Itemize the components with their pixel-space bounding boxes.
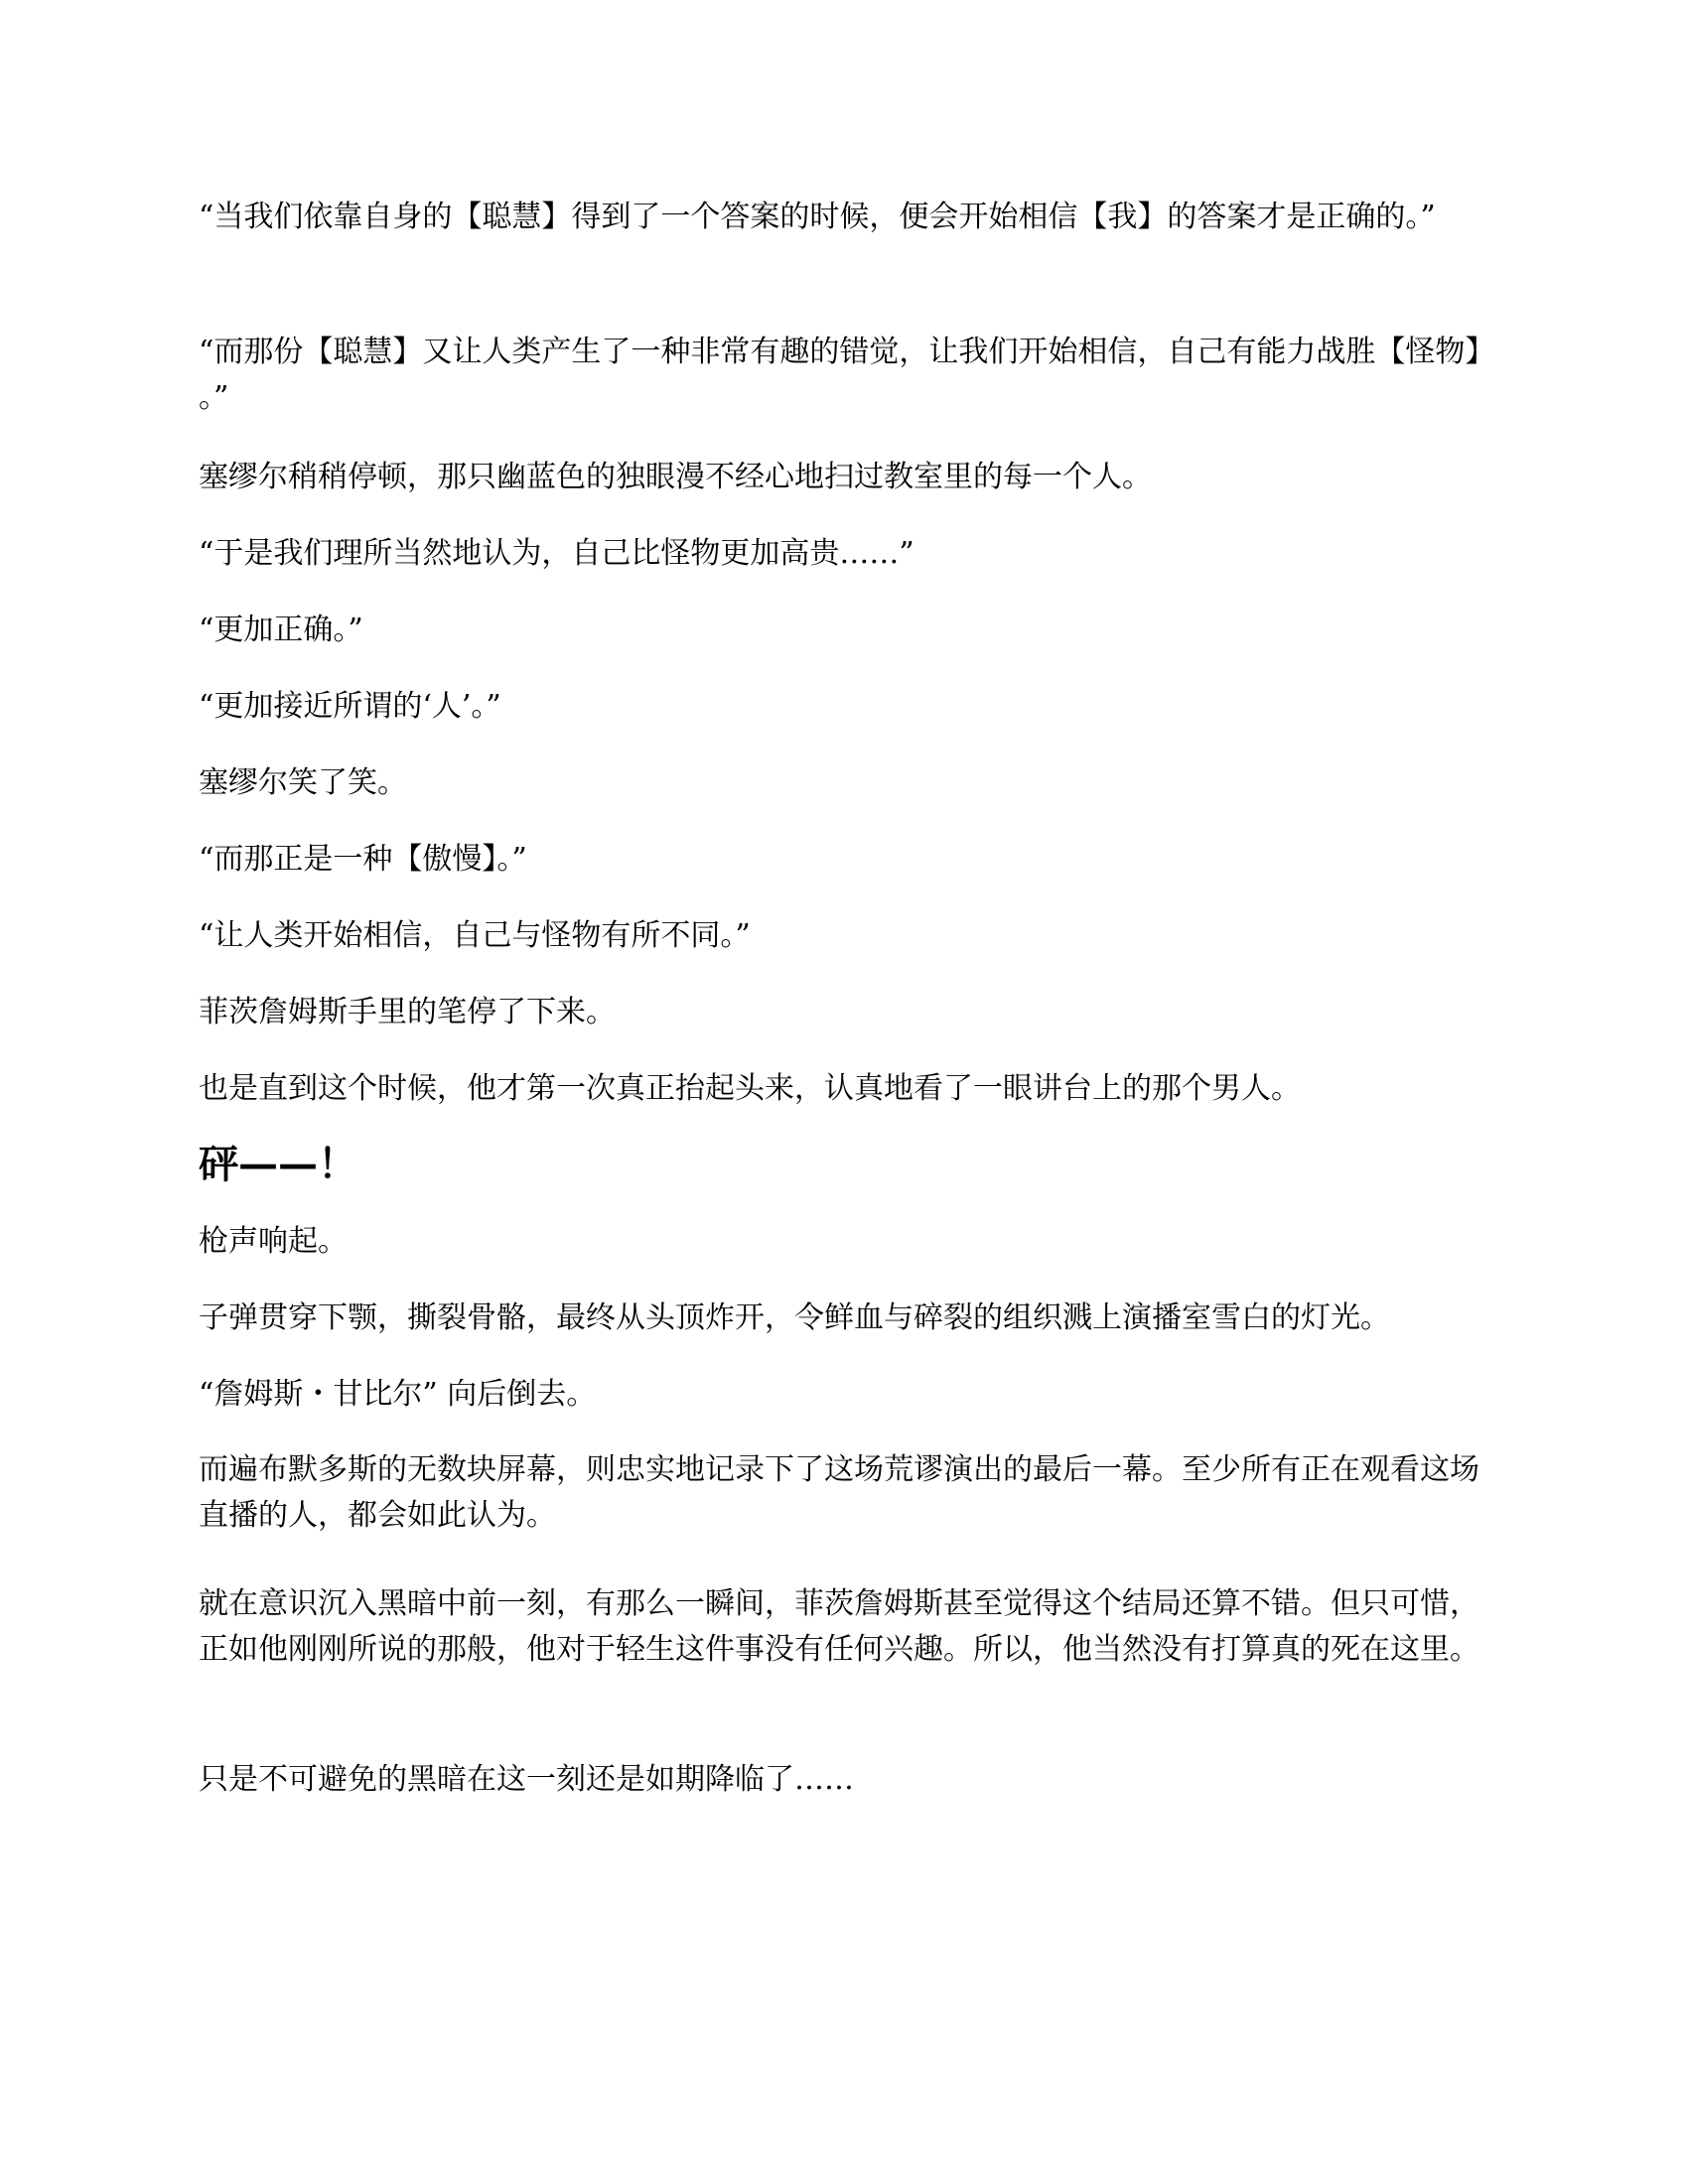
paragraph: 就在意识沉入黑暗中前一刻，有那么一瞬间，菲茨詹姆斯甚至觉得这个结局还算不错。但只可惜，正如他刚刚所说的那般，他对于轻生这件事没有任何兴趣。所以，他当然没有打算真的死在这里。 xyxy=(199,1586,1479,1667)
paragraph: 只是不可避免的黑暗在这一刻还是如期降临了…… xyxy=(199,1762,854,1797)
paragraph: 也是直到这个时候，他才第一次真正抬起头来，认真地看了一眼讲台上的那个男人。 xyxy=(199,1071,1301,1106)
paragraph: 子弹贯穿下颚，撕裂骨骼，最终从头顶炸开，令鲜血与碎裂的组织溅上演播室雪白的灯光。 xyxy=(199,1300,1390,1335)
paragraph: “而那正是一种【傲慢】。” xyxy=(199,842,527,877)
paragraph: 塞缪尔笑了笑。 xyxy=(199,765,407,800)
paragraph: “更加接近所谓的‘人’。” xyxy=(199,689,501,724)
paragraph: “让人类开始相信，自己与怪物有所不同。” xyxy=(199,918,751,953)
paragraph: 菲茨詹姆斯手里的笔停了下来。 xyxy=(199,995,616,1029)
paragraph: 而遍布默多斯的无数块屏幕，则忠实地记录下了这场荒谬演出的最后一幕。至少所有正在观看这场直播的人，都会如此认为。 xyxy=(199,1452,1479,1533)
paragraph: “而那份【聪慧】又让人类产生了一种非常有趣的错觉，让我们开始相信，自己有能力战胜【怪物】。” xyxy=(199,335,1480,415)
paragraph: 枪声响起。 xyxy=(199,1224,348,1259)
paragraph: “詹姆斯・甘比尔” 向后倒去。 xyxy=(199,1377,597,1412)
paragraph: “当我们依靠自身的【聪慧】得到了一个答案的时候，便会开始相信【我】的答案才是正确的。” xyxy=(199,200,1436,234)
paragraph: 塞缪尔稍稍停顿，那只幽蓝色的独眼漫不经心地扫过教室里的每一个人。 xyxy=(199,460,1152,494)
paragraph: “于是我们理所当然地认为，自己比怪物更加高贵……” xyxy=(199,536,914,571)
paragraph: “更加正确。” xyxy=(199,613,363,647)
sound-effect-heading: 砰——！ xyxy=(199,1141,357,1187)
